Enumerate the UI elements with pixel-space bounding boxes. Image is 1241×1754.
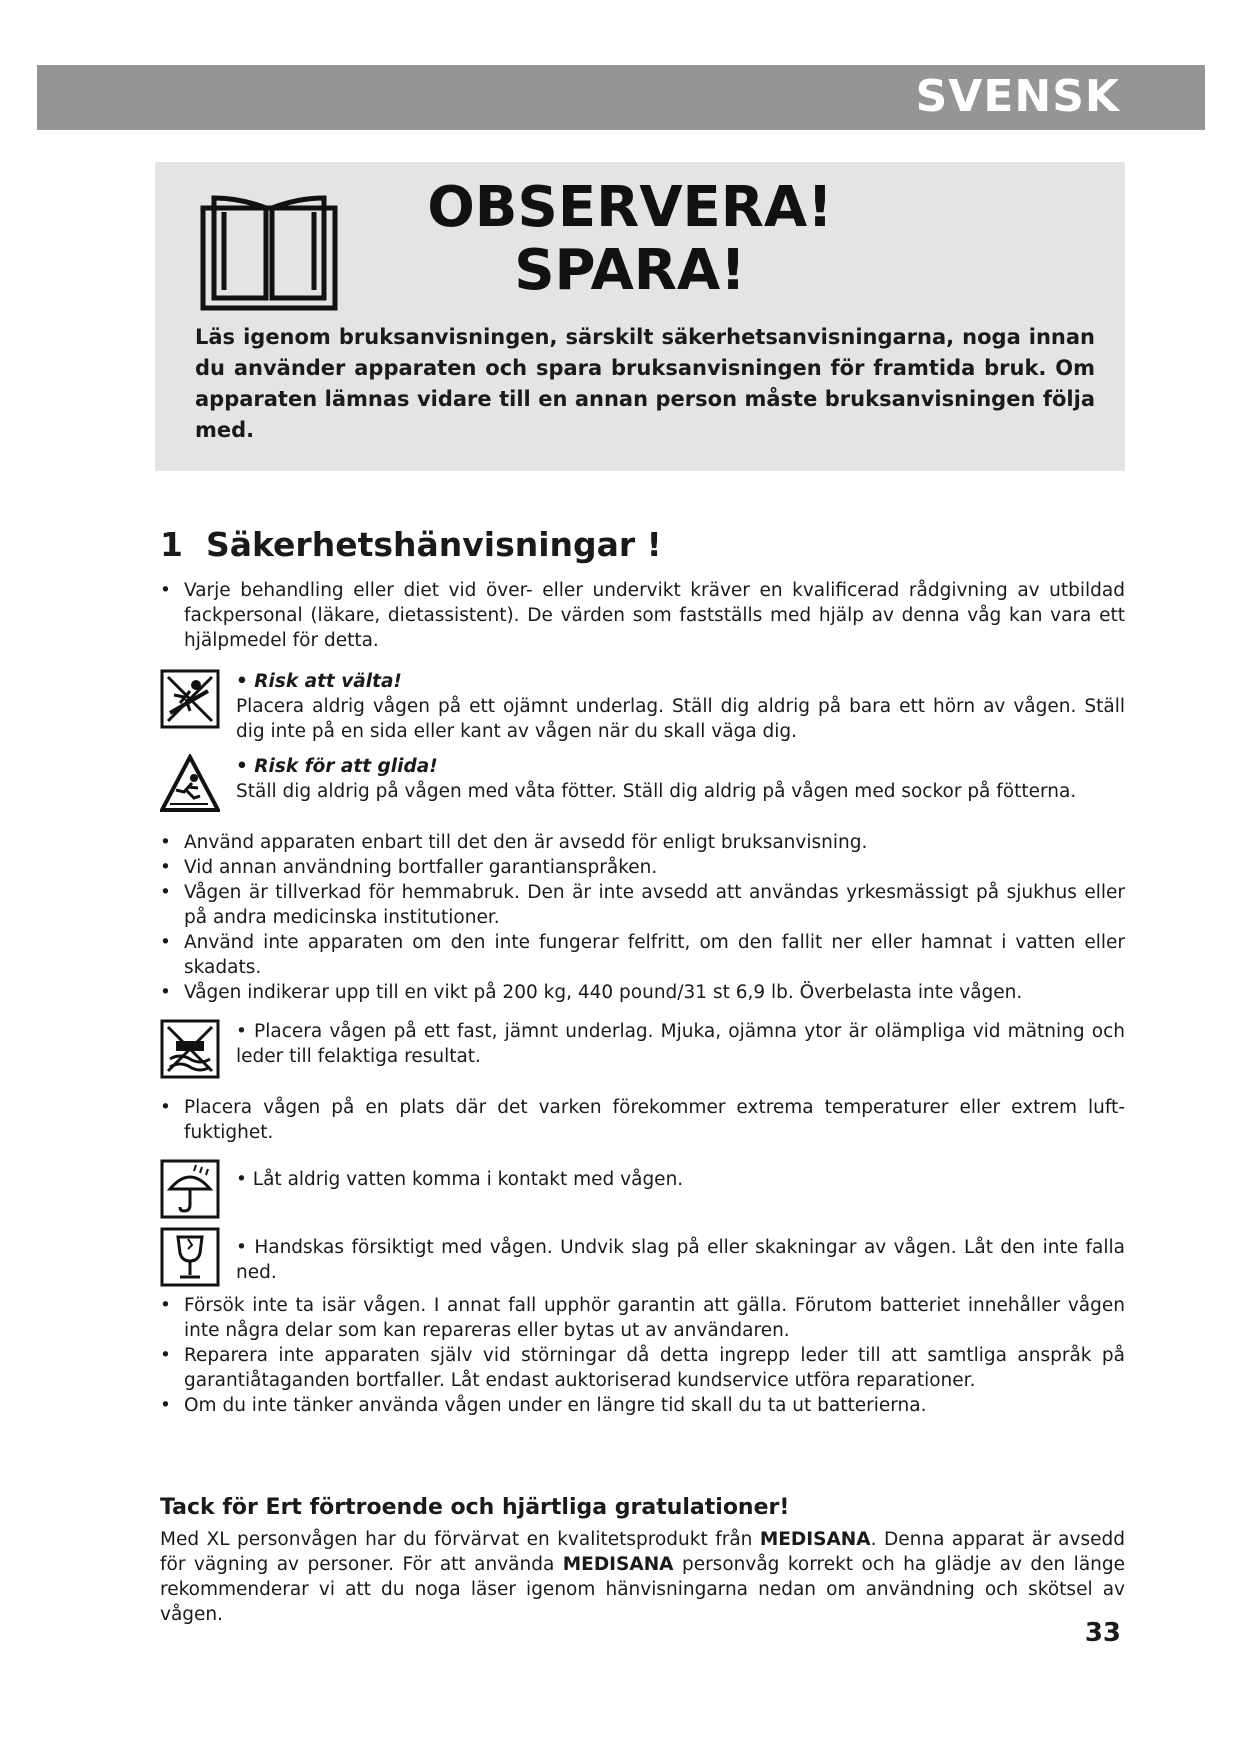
risk-tip-row [160,669,1125,744]
list-item: • Använd apparaten enbart till det den är avsedd för enligt bruksanvisning. [160,832,868,853]
risk-slip-text: Ställ dig aldrig på vågen med våta fötter. Ställ dig aldrig på vågen med sockor på fötterna. [236,781,1077,802]
notice-box [155,162,1125,471]
page-number: 33 [1084,1618,1121,1648]
risk-tip-text: Placera aldrig vågen på ett ojämnt underlag. Ställ dig aldrig på bara ett hörn av vågen. Ställ dig inte på en sida eller kant av vågen när du skall väga dig. [236,696,1125,742]
water-tip-row [160,1159,1125,1219]
brand-name: MEDISANA [759,1529,871,1550]
list-item: • Reparera inte apparaten själv vid störningar då detta ingrepp leder till att samtliga anspråk på garantiåtaganden bortfaller. Låt endast auktoriserad kundservice utföra reparationer. [160,1345,1125,1391]
notice-title [405,176,855,302]
risk-tip-title: • Risk att välta! [236,671,402,692]
section-number: 1 [160,525,183,564]
list-item: • Varje behandling eller diet vid över- eller undervikt kräver en kvalificerad rådgivning av utbildad fackpersonal (läkare, dietassistent). De värden som fastställs med hjälp av denna våg kan vara ett hjälpmedel för detta. [160,580,1125,651]
bullet-list-a [160,830,1125,1005]
brand-name: MEDISANA [562,1554,674,1575]
section-title: Säkerhetshänvisningar ! [205,525,662,564]
tipping-icon [160,669,224,729]
notice-text: Läs igenom bruksanvisningen, särskilt säkerhetsanvisningarna, noga innan du använder apparaten och spara bruksanvisningen för framtida bruk. Om apparaten lämnas vidare till en annan person måste bruksanvisningen följa med. [195,325,1095,442]
keep-dry-icon [160,1159,224,1219]
list-item: • Använd inte apparaten om den inte fungerar felfritt, om den fallit ner eller hamnat i vatten eller skadats. [160,932,1125,978]
risk-slip-row [160,754,1125,814]
bullet-list-b [160,1293,1125,1418]
notice-title-line1: OBSERVERA! [427,175,833,240]
list-item: • Försök inte ta isär vågen. I annat fall upphör garantin att gälla. Förutom batteriet innehåller vågen inte några delar som kan repareras eller bytas ut av användaren. [160,1295,1125,1341]
list-item: • Vågen indikerar upp till en vikt på 200 kg, 440 pound/31 st 6,9 lb. Överbelasta inte vågen. [160,982,1023,1003]
language-label: SVENSK [915,71,1120,122]
safety-content [160,578,1125,1418]
list-item: • Om du inte tänker använda vågen under en längre tid skall du ta ut batterierna. [160,1395,927,1416]
surface-tip-row [160,1019,1125,1079]
slip-warning-icon [160,754,224,814]
list-item: • Vid annan användning bortfaller garantianspråken. [160,857,658,878]
fragile-icon [160,1227,224,1287]
fragile-tip-text: • Handskas försiktigt med vågen. Undvik slag på eller skakningar av vågen. Låt den inte falla ned. [236,1237,1125,1283]
notice-title-line2: SPARA! [514,238,746,303]
fragile-tip-row [160,1227,1125,1287]
water-tip-text: • Låt aldrig vatten komma i kontakt med vågen. [236,1169,684,1190]
thanks-heading: Tack för Ert förtroende och hjärtliga gratulationer! [160,1495,790,1520]
list-item: • Vågen är tillverkad för hemmabruk. Den är inte avsedd att användas yrkesmässigt på sjukhus eller på andra medicinska institutioner. [160,882,1125,928]
language-header-bar [37,65,1205,130]
section-heading [160,525,662,564]
list-item: • Placera vågen på en plats där det varken förekommer extrema temperaturer eller extrem luft-fuktighet. [160,1097,1125,1143]
surface-tip-text: • Placera vågen på ett fast, jämnt underlag. Mjuka, ojämna ytor är olämpliga vid mätning och leder till felaktiga resultat. [236,1021,1125,1067]
thanks-text: Med XL personvågen har du förvärvat en kvalitetsprodukt från MEDISANA. Denna apparat är avsedd för vägning av personer. För att använda MEDISANA personvåg korrekt och ha glädje av den länge rekommenderar vi att du noga läser igenom hänvisningarna nedan om användning och skötsel av vågen. [160,1529,1126,1625]
book-icon [200,190,338,312]
soft-surface-icon [160,1019,224,1079]
risk-slip-title: • Risk för att glida! [236,756,438,777]
